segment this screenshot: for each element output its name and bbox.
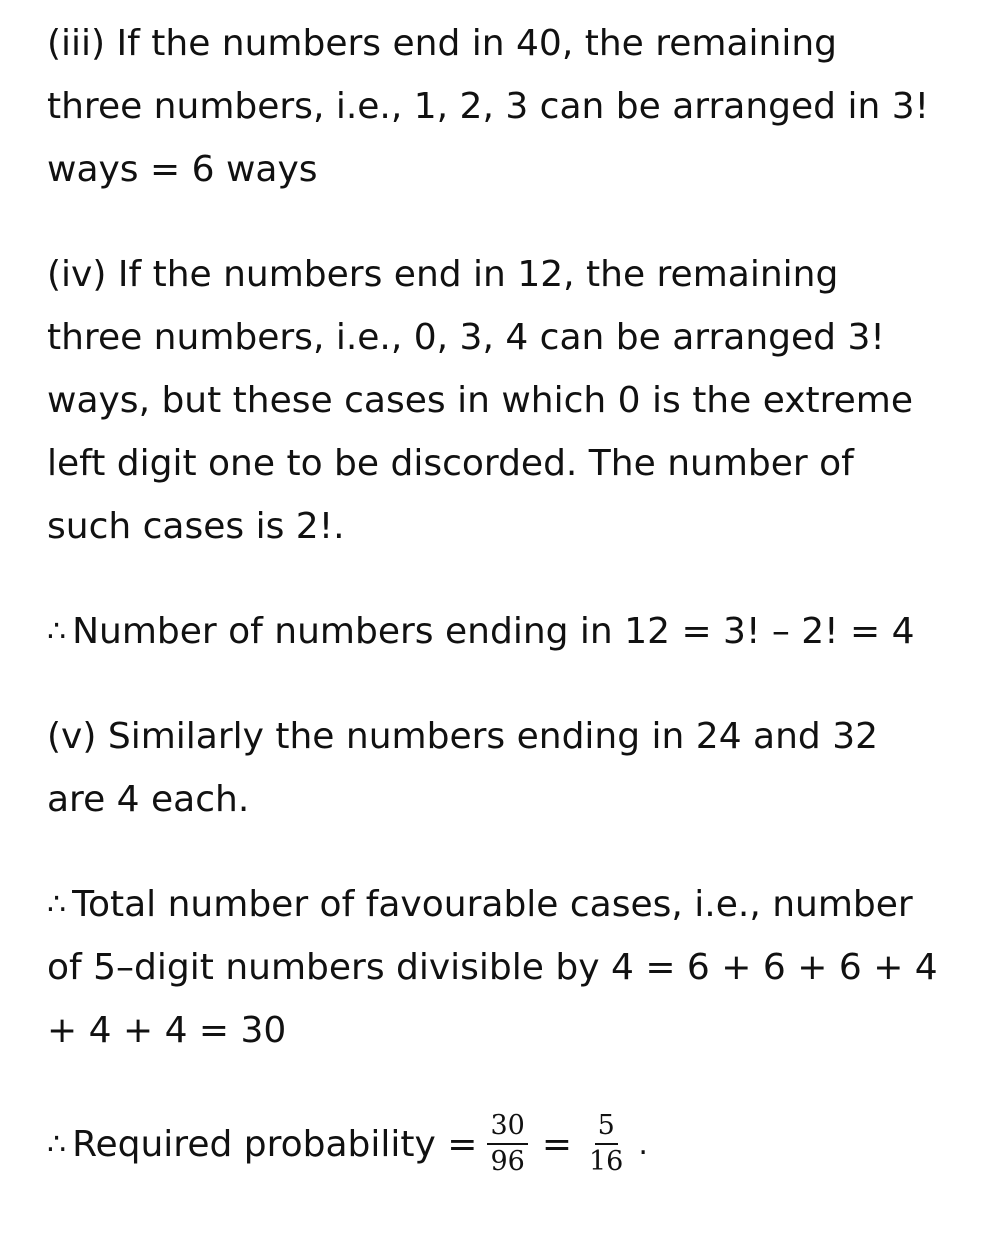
text-line: such cases is 2!. — [47, 506, 345, 547]
fraction-numerator: 30 — [487, 1111, 527, 1145]
text-line: (iii) If the numbers end in 40, the remaining — [47, 23, 838, 64]
text-line: of 5–digit numbers divisible by 4 = 6 + 6 + 6 + 4 — [47, 947, 938, 988]
text-line — [47, 873, 977, 936]
paragraph-iii — [47, 12, 977, 201]
fraction-30-96 — [487, 1111, 527, 1177]
equals-sign: = — [541, 1123, 572, 1165]
period: . — [638, 1126, 648, 1162]
probability-formula — [47, 1104, 977, 1184]
text-line — [47, 600, 977, 663]
probability-label: Required probability = — [72, 1123, 478, 1165]
text-line: are 4 each. — [47, 779, 250, 820]
text-line: left digit one to be discorded. The number of — [47, 443, 854, 484]
text-line: three numbers, i.e., 1, 2, 3 can be arranged in 3! — [47, 86, 930, 127]
paragraph-total — [47, 873, 977, 1062]
text-line: + 4 + 4 = 30 — [47, 1010, 287, 1051]
paragraph-v — [47, 705, 977, 831]
total-line-1: Total number of favourable cases, i.e., number — [72, 884, 913, 925]
fraction-denominator: 96 — [490, 1146, 525, 1177]
text-line: ways = 6 ways — [47, 149, 318, 190]
fraction-5-16 — [586, 1111, 626, 1177]
text-line: (v) Similarly the numbers ending in 24 and 32 — [47, 716, 879, 757]
solution-text — [47, 12, 977, 1184]
text-line: ways, but these cases in which 0 is the extreme — [47, 380, 914, 421]
paragraph-number-12 — [47, 600, 977, 663]
text-line: three numbers, i.e., 0, 3, 4 can be arranged 3! — [47, 317, 885, 358]
text-line: (iv) If the numbers end in 12, the remaining — [47, 254, 839, 295]
therefore-symbol: ∴ — [47, 614, 67, 649]
therefore-symbol: ∴ — [47, 1126, 67, 1162]
fraction-numerator: 5 — [595, 1111, 618, 1145]
paragraph-iv — [47, 243, 977, 558]
therefore-symbol: ∴ — [47, 887, 67, 922]
number-12-statement: Number of numbers ending in 12 = 3! – 2! = 4 — [72, 611, 915, 652]
fraction-denominator: 16 — [588, 1146, 624, 1177]
